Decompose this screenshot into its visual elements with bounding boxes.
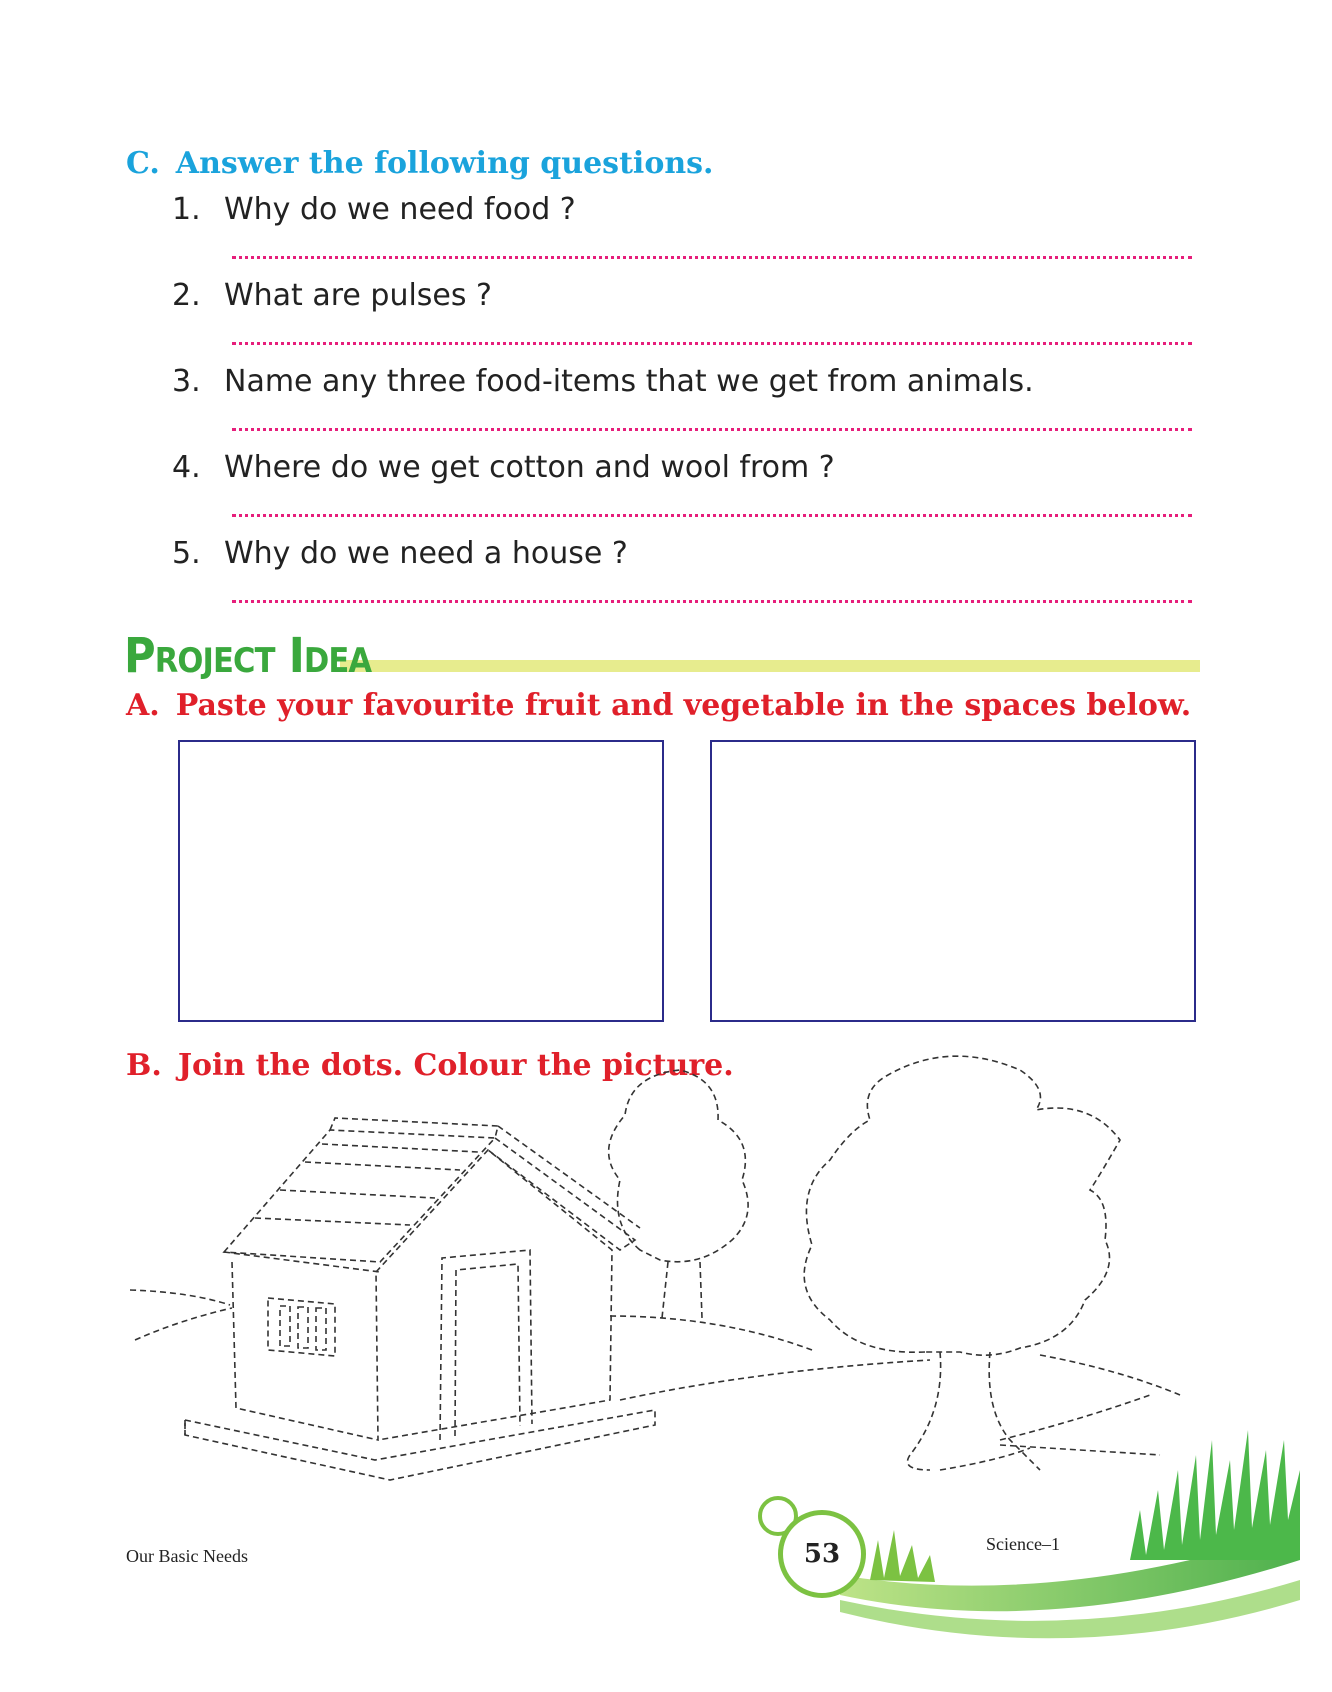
roof-plank [322, 1144, 478, 1152]
section-c-letter: C. [126, 146, 160, 181]
ground-line [130, 1290, 230, 1305]
question-text: Name any three food-items that we get from animals. [224, 364, 1034, 399]
question-number: 2. [172, 278, 201, 313]
house-roof [330, 1118, 498, 1138]
project-title-p: P [124, 628, 155, 684]
footer-grass-tufts [870, 1530, 935, 1582]
house-window [298, 1307, 308, 1348]
roof-plank [305, 1162, 460, 1170]
project-title-roject: ROJECT [154, 641, 275, 681]
big-tree-trunk [989, 1352, 1040, 1470]
ground-line [135, 1308, 232, 1340]
ground-line [1040, 1355, 1180, 1395]
roof-plank [255, 1218, 410, 1225]
footer-chapter-name: Our Basic Needs [126, 1546, 248, 1566]
question-number: 1. [172, 192, 201, 227]
house-roof [224, 1130, 495, 1262]
house-window [280, 1306, 290, 1346]
section-a-letter: A. [126, 688, 160, 723]
small-tree-trunk [662, 1262, 668, 1318]
small-tree-canopy [609, 1070, 748, 1262]
big-tree-canopy [804, 1056, 1120, 1355]
project-title-dea: DEA [303, 641, 372, 681]
section-c-title: Answer the following questions. [175, 146, 714, 181]
big-tree-trunk [908, 1352, 941, 1470]
question-text: Why do we need a house ? [224, 536, 628, 571]
house-base [185, 1410, 655, 1480]
house-window [316, 1308, 326, 1350]
footer-grass-decoration [840, 1430, 1300, 1638]
house-wall [232, 1262, 378, 1440]
small-tree-trunk [700, 1262, 702, 1318]
ground-line [620, 1360, 930, 1400]
question-number: 5. [172, 536, 201, 571]
house-wall [376, 1150, 612, 1440]
ground-line [610, 1316, 812, 1350]
ground-line [940, 1448, 1030, 1470]
question-text: What are pulses ? [224, 278, 492, 313]
house-door [455, 1264, 520, 1436]
page-number: 53 [778, 1510, 866, 1598]
question-number: 3. [172, 364, 201, 399]
roof-plank [280, 1190, 435, 1198]
house-wall [224, 1252, 380, 1272]
ground-line [1000, 1395, 1150, 1440]
question-number: 4. [172, 450, 201, 485]
section-a-title: Paste your favourite fruit and vegetable in the spaces below. [175, 688, 1192, 723]
question-text: Where do we get cotton and wool from ? [224, 450, 835, 485]
section-b-title: Join the dots. Colour the picture. [177, 1048, 734, 1083]
house-roof [488, 1138, 635, 1250]
project-title-i: I [274, 628, 304, 684]
question-text: Why do we need food ? [224, 192, 576, 227]
section-b-letter: B. [126, 1048, 162, 1083]
footer-grass-tufts [1130, 1430, 1300, 1560]
footer-book-name: Science–1 [986, 1534, 1060, 1554]
